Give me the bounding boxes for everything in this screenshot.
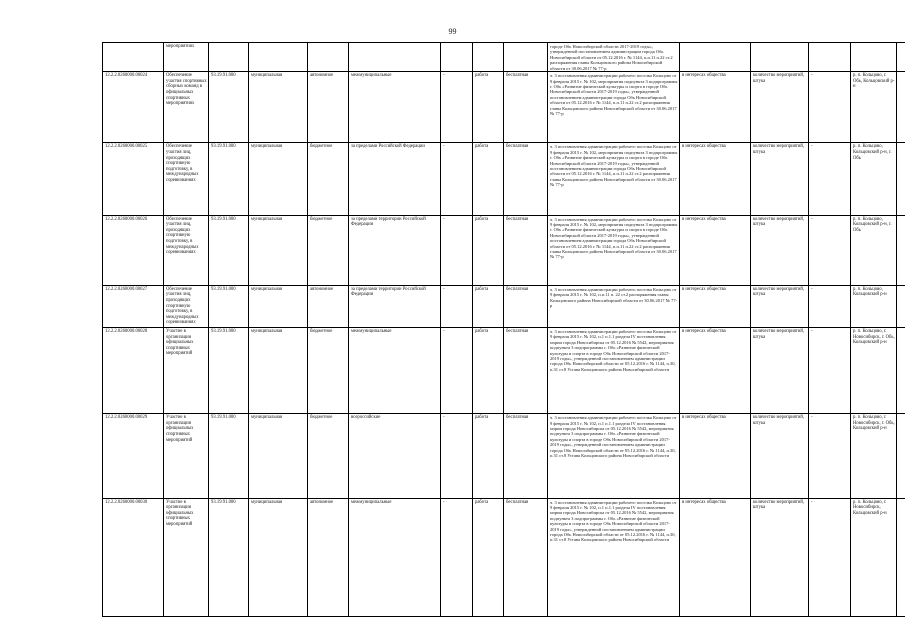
cell-okved: 93.19.91.000: [209, 72, 249, 143]
cell-name: Обеспечение участия лиц, проходящих спортивную подготовку, в международных соревнованиях: [164, 215, 209, 285]
cell-kind: работа: [473, 498, 504, 616]
cell-basis: ч. 3 постановления администрации рабочего поселка Кольцово от 9 февраля 2015 г. № 102, п.1 п.1.1 раздела IV постановления мэрии города Новосибирска от 05.12.2016 № 5542, мероприятия подпункта 3 подпрограммы г. Обь «Развитие физической культуры и спорта в городе Обь Новосибирской области 2017-2019 годы», утвержденной постановлением администрации города Обь Новосибирской области от 05.12.2016 г. № 1144, п.30, п.31 ст.8 Устава Кольцовского района Новосибирской области: [548, 327, 680, 413]
cell-location: р. п. Кольцово, г. Обь, Кольцовский р-н: [851, 72, 897, 143]
cell-code: [103, 43, 164, 72]
cell-dash1: -: [441, 72, 473, 143]
registry-table: [102, 42, 905, 617]
cell-industry: [349, 43, 441, 72]
cell-dash2: -: [809, 215, 851, 285]
cell-industry: межмуниципальные: [349, 72, 441, 143]
cell-indicator: количество мероприятий, штука: [751, 498, 809, 616]
cell-level: муниципальная: [249, 143, 308, 215]
cell-name: Обеспечение участия лиц, проходящих спортивную подготовку, в международных соревнованиях: [164, 143, 209, 215]
cell-paid: бесплатная: [504, 414, 548, 498]
cell-basis: ч. 3 постановления администрации рабочего поселка Кольцово от 9 февраля 2015 г. № 102, мероприятия подпункта 3 подпрограммы г. Обь «Развитие физической культуры и спорта в городе Обь Новосибирской области 2017-2019 годы», утвержденной постановлением администрации города Обь Новосибирской области от 05.12.2016 г. № 1144, п.п.11 п.22 ст.2 распоряжения главы Кольцовского района Новосибирской области от 30.06.2017 № 77-р: [548, 72, 680, 143]
cell-institution-type: бюджетное: [308, 215, 349, 285]
cell-kind: работа: [473, 215, 504, 285]
cell-institution-type: автономное: [308, 498, 349, 616]
cell-industry: за пределами территории Российской Федерации: [349, 215, 441, 285]
cell-location: р. п. Кольцово, Кольцовский р-н, г. Обь: [851, 215, 897, 285]
cell-code: 12.2.2.0260000.00026: [103, 215, 164, 285]
cell-code: 12.2.2.0260000.00028: [103, 327, 164, 413]
cell-dash2: -: [809, 498, 851, 616]
cell-kind: работа: [473, 414, 504, 498]
cell-okved: 93.19.91.000: [209, 215, 249, 285]
cell-consumers: в интересах общества: [680, 327, 751, 413]
cell-paid: [504, 43, 548, 72]
table-row: [103, 498, 905, 616]
cell-extra: [897, 143, 905, 215]
registry-rows: [103, 43, 905, 617]
table-row: [103, 215, 905, 285]
cell-level: муниципальная: [249, 215, 308, 285]
cell-industry: межмуниципальные: [349, 498, 441, 616]
cell-dash1: [441, 43, 473, 72]
cell-kind: работа: [473, 72, 504, 143]
cell-basis: ч. 3 постановления администрации рабочего поселка Кольцово от 9 февраля 2015 г. № 102, мероприятия подпункта 3 подпрограммы г. Обь «Развитие физической культуры и спорта в городе Обь Новосибирской области 2017-2019 годы», утвержденной постановлением администрации города Обь Новосибирской области от 05.12.2016 г. № 1144, п.п.11 п.22 ст.2 распоряжения главы Кольцовского района Новосибирской области от 30.06.2017 № 77-р: [548, 215, 680, 285]
cell-extra: [897, 285, 905, 327]
cell-level: муниципальная: [249, 327, 308, 413]
table-row: [103, 414, 905, 498]
cell-indicator: количество мероприятий, штука: [751, 414, 809, 498]
cell-basis: городе Обь Новосибирской области 2017-2019 годы», утвержденной постановлением администрации города Обь Новосибирской области от 05.12.2016 г. № 1144, п.п.11 п.22 ст.2 распоряжения главы Кольцовского района Новосибирской области от 30.06.2017 № 77-р: [548, 43, 680, 72]
cell-extra: [897, 43, 905, 72]
cell-level: муниципальная: [249, 285, 308, 327]
cell-level: муниципальная: [249, 498, 308, 616]
cell-name: Обеспечение участия спортивных сборных команд в официальных спортивных мероприятиях: [164, 72, 209, 143]
cell-consumers: в интересах общества: [680, 498, 751, 616]
cell-location: [851, 43, 897, 72]
cell-okved: 93.19.91.000: [209, 285, 249, 327]
cell-consumers: в интересах общества: [680, 143, 751, 215]
cell-code: 12.2.2.0260000.00029: [103, 414, 164, 498]
cell-dash2: [809, 43, 851, 72]
cell-dash2: -: [809, 143, 851, 215]
cell-extra: [897, 498, 905, 616]
cell-consumers: в интересах общества: [680, 414, 751, 498]
cell-location: р. п. Кольцово, г. Новосибирск, г. Обь, Кольцовский р-н: [851, 327, 897, 413]
cell-location: р. п. Кольцово, Кольцовский р-н: [851, 285, 897, 327]
table-row: [103, 285, 905, 327]
cell-industry: за пределами территории Российской Федерации: [349, 285, 441, 327]
cell-dash1: -: [441, 285, 473, 327]
cell-institution-type: [308, 43, 349, 72]
cell-extra: [897, 327, 905, 413]
cell-paid: бесплатная: [504, 143, 548, 215]
cell-indicator: количество мероприятий, штука: [751, 285, 809, 327]
cell-dash1: -: [441, 215, 473, 285]
cell-paid: бесплатная: [504, 72, 548, 143]
cell-consumers: в интересах общества: [680, 72, 751, 143]
cell-okved: 93.19.91.000: [209, 143, 249, 215]
cell-code: 12.2.2.0260000.00030: [103, 498, 164, 616]
cell-level: муниципальная: [249, 414, 308, 498]
cell-paid: бесплатная: [504, 215, 548, 285]
cell-extra: [897, 414, 905, 498]
cell-name: Обеспечение участия лиц, проходящих спортивную подготовку, в международных соревнованиях: [164, 285, 209, 327]
cell-industry: межмуниципальные: [349, 327, 441, 413]
cell-extra: [897, 215, 905, 285]
cell-basis: ч. 3 постановления администрации рабочего поселка Кольцово от 9 февраля 2015 г. № 102, мероприятия подпункта 3 подпрограммы г. Обь «Развитие физической культуры и спорта в городе Обь Новосибирской области 2017-2019 годы», утвержденной постановлением администрации города Обь Новосибирской области от 05.12.2016 г. № 1144, п.п.11 п.22 ст.2 распоряжения главы Кольцовского района Новосибирской области от 30.06.2017 № 77-р: [548, 143, 680, 215]
cell-industry: всероссийские: [349, 414, 441, 498]
cell-paid: бесплатная: [504, 498, 548, 616]
cell-code: 12.2.2.0260000.00027: [103, 285, 164, 327]
cell-dash1: -: [441, 498, 473, 616]
cell-dash1: -: [441, 414, 473, 498]
cell-industry: за пределами Российской Федерации: [349, 143, 441, 215]
cell-indicator: количество мероприятий, штука: [751, 215, 809, 285]
cell-dash1: -: [441, 327, 473, 413]
cell-institution-type: автономное: [308, 285, 349, 327]
cell-indicator: количество мероприятий, штука: [751, 143, 809, 215]
cell-kind: работа: [473, 285, 504, 327]
cell-dash2: -: [809, 285, 851, 327]
cell-dash2: -: [809, 327, 851, 413]
cell-code: 12.2.2.0260000.00024: [103, 72, 164, 143]
cell-consumers: в интересах общества: [680, 215, 751, 285]
cell-institution-type: бюджетное: [308, 327, 349, 413]
cell-consumers: в интересах общества: [680, 285, 751, 327]
cell-institution-type: бюджетное: [308, 414, 349, 498]
cell-level: муниципальная: [249, 72, 308, 143]
cell-name: мероприятиях: [164, 43, 209, 72]
cell-kind: работа: [473, 327, 504, 413]
cell-consumers: [680, 43, 751, 72]
cell-institution-type: автономное: [308, 72, 349, 143]
cell-name: Участие в организации официальных спортивных мероприятий: [164, 498, 209, 616]
cell-code: 12.2.2.0260000.00025: [103, 143, 164, 215]
cell-location: р. п. Кольцово, г. Новосибирск, Кольцовский р-н: [851, 498, 897, 616]
cell-okved: 93.19.91.000: [209, 498, 249, 616]
cell-dash1: -: [441, 143, 473, 215]
cell-dash2: -: [809, 414, 851, 498]
cell-location: р. п. Кольцово, г. Новосибирск, г. Обь, Кольцовский р-н: [851, 414, 897, 498]
cell-location: р. п. Кольцово, Кольцовский р-н, г. Обь: [851, 143, 897, 215]
cell-okved: [209, 43, 249, 72]
cell-indicator: количество мероприятий, штука: [751, 327, 809, 413]
cell-basis: ч. 3 постановления администрации рабочего поселка Кольцово от 9 февраля 2015 г. № 102, п.1 п.1.1 раздела IV постановления мэрии города Новосибирска от 05.12.2016 № 5542, мероприятия подпункта 3 подпрограммы г. Обь «Развитие физической культуры и спорта в городе Обь Новосибирской области 2017-2019 годы», утвержденной постановлением администрации города Обь Новосибирской области от 05.12.2016 г. № 1144, п.30, п.31 ст.8 Устава Кольцовского района Новосибирской области: [548, 498, 680, 616]
cell-kind: [473, 43, 504, 72]
cell-kind: работа: [473, 143, 504, 215]
cell-extra: [897, 72, 905, 143]
cell-indicator: количество мероприятий, штука: [751, 72, 809, 143]
cell-dash2: -: [809, 72, 851, 143]
page-number: 99: [448, 27, 457, 36]
cell-level: [249, 43, 308, 72]
table-row: [103, 143, 905, 215]
cell-basis: ч. 3 постановления администрации рабочего поселка Кольцово от 9 февраля 2015 г. № 102, п.п.11 п. 22 ст.2 распоряжения главы Кольцовского района Новосибирской области от 30.06.2017 № 77-р: [548, 285, 680, 327]
cell-okved: 93.19.91.000: [209, 327, 249, 413]
cell-name: Участие в организации официальных спортивных мероприятий: [164, 327, 209, 413]
cell-okved: 93.19.91.000: [209, 414, 249, 498]
table-row: [103, 72, 905, 143]
cell-paid: бесплатная: [504, 327, 548, 413]
cell-name: Участие в организации официальных спортивных мероприятий: [164, 414, 209, 498]
cell-indicator: [751, 43, 809, 72]
cell-basis: ч. 3 постановления администрации рабочего поселка Кольцово от 9 февраля 2015 г. № 102, п.1 п.1.1 раздела IV постановления мэрии города Новосибирска от 05.12.2016 № 5542, мероприятия подпункта 3 подпрограммы г. Обь «Развитие физической культуры и спорта в городе Обь Новосибирской области 2017-2019 годы», утвержденной постановлением администрации города Обь Новосибирской области от 05.12.2016 г. № 1144, п.30, п.31 ст.8 Устава Кольцовского района Новосибирской области: [548, 414, 680, 498]
cell-institution-type: бюджетное: [308, 143, 349, 215]
table-row: [103, 327, 905, 413]
table-row: [103, 43, 905, 72]
cell-paid: бесплатная: [504, 285, 548, 327]
